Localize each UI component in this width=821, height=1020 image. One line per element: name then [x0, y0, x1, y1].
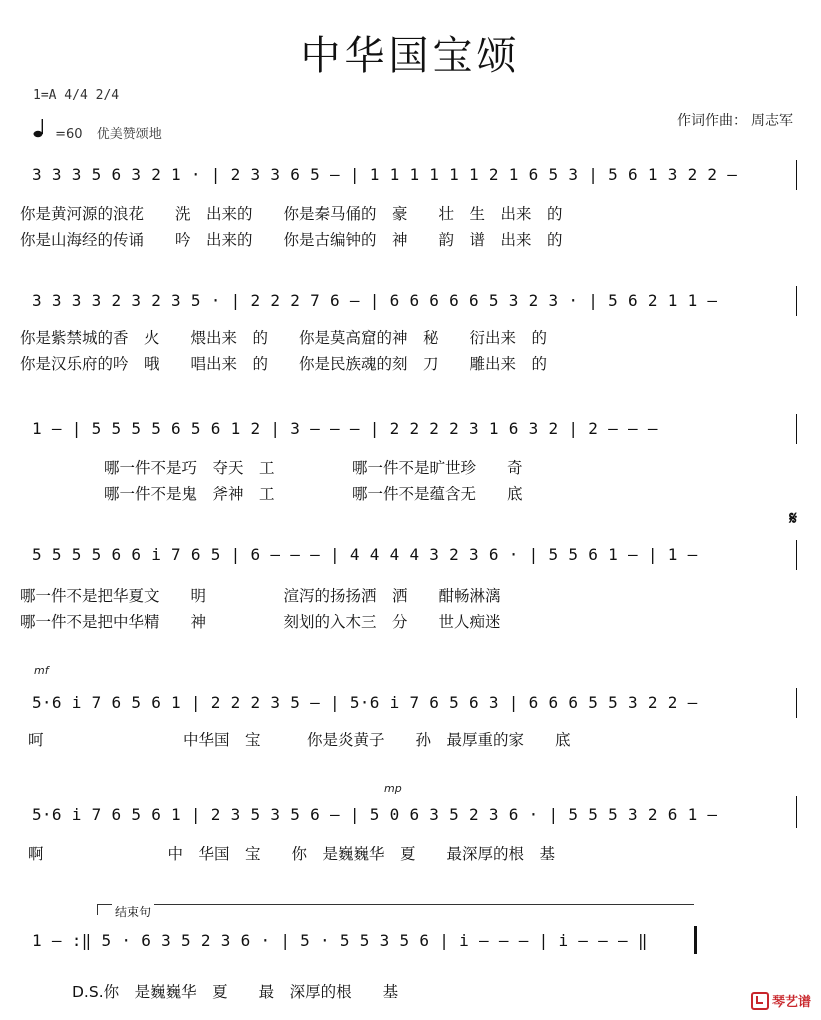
- tempo-expression: 优美赞颂地: [96, 127, 162, 142]
- tempo-marking: [33, 118, 162, 142]
- ending-bracket: [97, 904, 694, 915]
- page-title: 中华国宝颂: [300, 33, 521, 79]
- lyric-line-3b: 哪一件不是鬼 斧神 工 哪一件不是蕴含无 底: [104, 485, 523, 503]
- lyric-line-7: D.S.你 是巍巍华 夏 最 深厚的根 基: [72, 983, 399, 1001]
- barline: [796, 160, 797, 190]
- quarter-note-icon: [33, 118, 51, 142]
- dynamic-mf: mf: [34, 664, 49, 677]
- credit-name: 周志军: [751, 113, 793, 129]
- lyric-line-1a: 你是黄河源的浪花 洗 出来的 你是秦马俑的 豪 壮 生 出来 的: [20, 205, 563, 223]
- tempo-value: =60: [55, 127, 83, 142]
- publisher-logo: [751, 991, 811, 1010]
- notation-line-3: 1 – | 5 5 5 5 6 5 6 1 2 | 3 – – – | 2 2 2 2 3 1 6 3 2 | 2 – – –: [32, 419, 658, 438]
- lyric-line-1b: 你是山海经的传诵 吟 出来的 你是古编钟的 神 韵 谱 出来 的: [20, 231, 563, 249]
- barline: [796, 414, 797, 444]
- credit-label: 作词作曲：: [677, 113, 747, 129]
- lyric-line-2b: 你是汉乐府的吟 哦 唱出来 的 你是民族魂的刻 刀 雕出来 的: [20, 355, 548, 373]
- notation-line-2: 3 3 3 3 2 3 2 3 5 · | 2 2 2 7 6 – | 6 6 6 6 6 5 3 2 3 · | 5 6 2 1 1 –: [32, 291, 718, 310]
- credit: [677, 110, 793, 130]
- notation-line-6: 5·6 i 7 6 5 6 1 | 2 3 5 3 5 6 – | 5 0 6 3 5 2 3 6 · | 5 5 5 3 2 6 1 –: [32, 805, 718, 824]
- logo-icon: [751, 992, 769, 1010]
- logo-text: 琴艺谱: [771, 995, 811, 1010]
- lyric-line-5: 呵 中华国 宝 你是炎黄子 孙 最厚重的家 底: [28, 731, 571, 749]
- lyric-line-4b: 哪一件不是把中华精 神 刻划的入木三 分 世人痴迷: [20, 613, 501, 631]
- final-barline: [694, 926, 697, 954]
- barline: [796, 540, 797, 570]
- barline: [796, 286, 797, 316]
- notation-line-7: 1 – :‖ 5 · 6 3 5 2 3 6 · | 5 · 5 5 3 5 6 | i – – – | i – – – ‖: [32, 931, 648, 950]
- notation-line-5: 5·6 i 7 6 5 6 1 | 2 2 2 3 5 – | 5·6 i 7 6 5 6 3 | 6 6 6 5 5 3 2 2 –: [32, 693, 698, 712]
- lyric-line-2a: 你是紫禁城的香 火 煨出来 的 你是莫高窟的神 秘 衍出来 的: [20, 329, 548, 347]
- lyric-line-4a: 哪一件不是把华夏文 明 渲泻的扬扬洒 洒 酣畅淋漓: [20, 587, 501, 605]
- lyric-line-6: 啊 中 华国 宝 你 是巍巍华 夏 最深厚的根 基: [28, 845, 556, 863]
- barline: [796, 688, 797, 718]
- barline: [796, 796, 797, 828]
- key-signature: 1=A 4/4 2/4: [33, 88, 120, 103]
- notation-line-4: 5 5 5 5 6 6 i 7 6 5 | 6 – – – | 4 4 4 4 3 2 3 6 · | 5 5 6 1 – | 1 –: [32, 545, 698, 564]
- notation-line-1: 3 3 3 5 6 3 2 1 · | 2 3 3 6 5 – | 1 1 1 1 1 1 2 1 6 5 3 | 5 6 1 3 2 2 –: [32, 165, 738, 184]
- segno-icon: 𝄋: [789, 508, 797, 529]
- ending-label: 结束句: [112, 903, 154, 920]
- dynamic-mp: mp: [384, 782, 402, 795]
- lyric-line-3a: 哪一件不是巧 夺天 工 哪一件不是旷世珍 奇: [104, 459, 523, 477]
